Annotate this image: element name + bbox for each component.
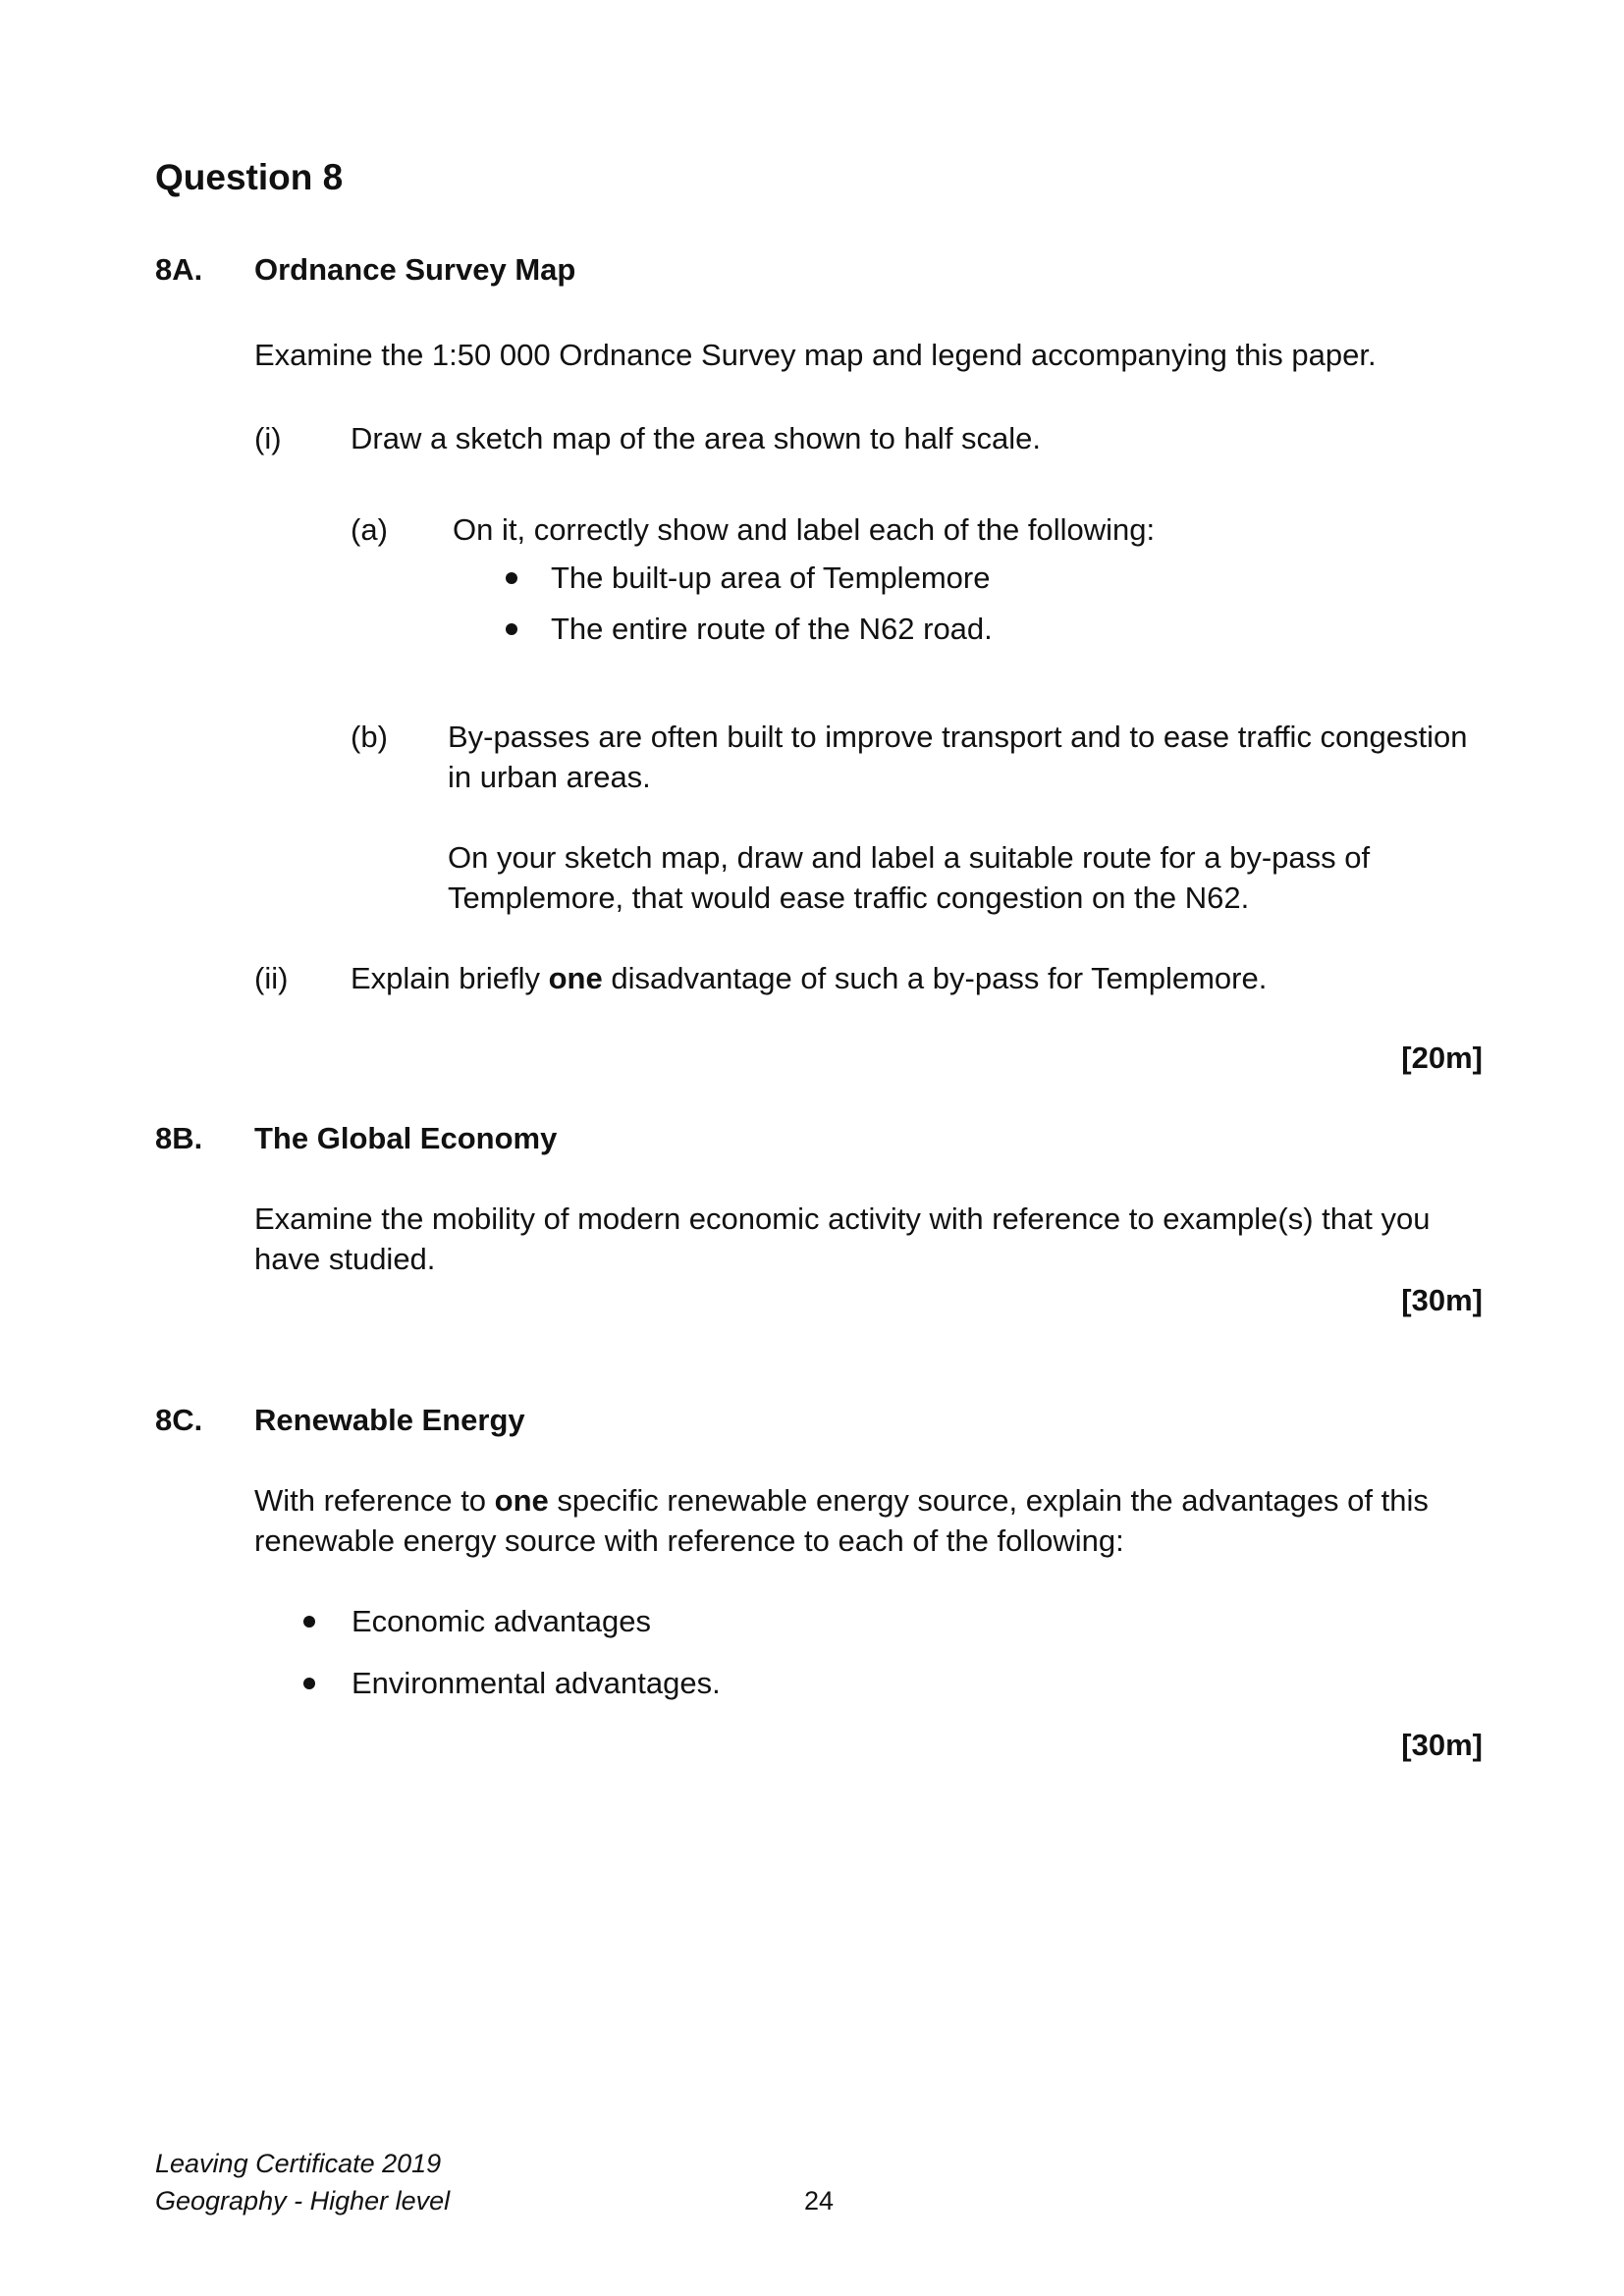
part-i-label: (i) [254,421,282,455]
sub-a-text: On it, correctly show and label each of the following: [453,512,1156,547]
sub-a-bullet-2: The entire route of the N62 road. [551,612,993,646]
section-b-label: 8B. [155,1121,203,1155]
question-title: Question 8 [155,157,344,197]
section-c-line-1: With reference to one specific renewable energy source, explain the advantages of this [254,1483,1429,1518]
bullet-icon [506,572,517,584]
section-c-bullet-1: Economic advantages [352,1604,652,1638]
section-b-line-1: Examine the mobility of modern economic activity with reference to example(s) that you [254,1201,1431,1236]
sub-b-label: (b) [351,720,388,754]
section-b-line-2: have studied. [254,1242,436,1276]
page-number: 24 [804,2186,835,2216]
sub-b-line-2: in urban areas. [448,760,651,794]
footer-subject: Geography - Higher level [155,2186,451,2216]
sub-b-line-3: On your sketch map, draw and label a suitable route for a by-pass of [448,840,1371,875]
footer-exam-title: Leaving Certificate 2019 [155,2149,442,2178]
section-a-marks: [20m] [1401,1041,1483,1075]
section-c-label: 8C. [155,1403,203,1437]
bullet-icon [303,1678,315,1689]
section-c-line-2: renewable energy source with reference to each of the following: [254,1523,1124,1558]
section-a-label: 8A. [155,252,203,287]
section-c-bullet-2: Environmental advantages. [352,1666,721,1700]
section-a-heading: Ordnance Survey Map [254,252,576,287]
sub-a-label: (a) [351,512,388,547]
sub-b-line-1: By-passes are often built to improve transport and to ease traffic congestion [448,720,1468,754]
bullet-icon [303,1616,315,1628]
part-ii-text: Explain briefly one disadvantage of such a by-pass for Templemore. [351,961,1268,995]
part-ii-label: (ii) [254,961,289,995]
part-i-text: Draw a sketch map of the area shown to half scale. [351,421,1042,455]
section-c-heading: Renewable Energy [254,1403,525,1437]
bullet-icon [506,623,517,635]
sub-b-line-4: Templemore, that would ease traffic congestion on the N62. [448,881,1250,915]
section-a-intro: Examine the 1:50 000 Ordnance Survey map and legend accompanying this paper. [254,338,1377,372]
section-c-marks: [30m] [1401,1728,1483,1762]
section-b-marks: [30m] [1401,1283,1483,1317]
sub-a-bullet-1: The built-up area of Templemore [551,561,991,595]
section-b-heading: The Global Economy [254,1121,558,1155]
